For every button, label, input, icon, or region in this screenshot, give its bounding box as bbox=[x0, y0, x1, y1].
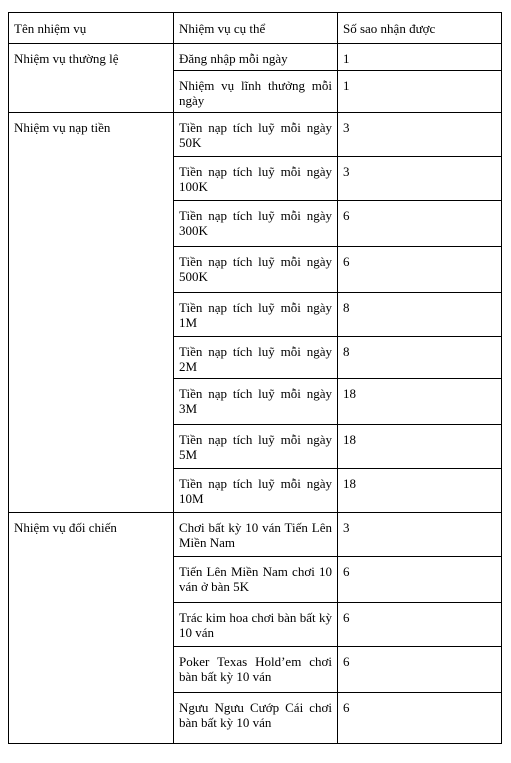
stars-received: 6 bbox=[338, 693, 502, 744]
header-stars: Số sao nhận được bbox=[338, 13, 502, 44]
stars-received: 3 bbox=[338, 113, 502, 157]
specific-task: Tiền nạp tích luỹ mỗi ngày 3M bbox=[174, 379, 338, 425]
stars-received: 6 bbox=[338, 603, 502, 647]
mission-group-name: Nhiệm vụ thường lệ bbox=[9, 44, 174, 113]
mission-group-name: Nhiệm vụ nạp tiền bbox=[9, 113, 174, 513]
header-mission-name: Tên nhiệm vụ bbox=[9, 13, 174, 44]
stars-received: 6 bbox=[338, 557, 502, 603]
specific-task: Trác kim hoa chơi bàn bất kỳ 10 ván bbox=[174, 603, 338, 647]
stars-received: 18 bbox=[338, 469, 502, 513]
specific-task: Tiền nạp tích luỹ mỗi ngày 5M bbox=[174, 425, 338, 469]
stars-received: 1 bbox=[338, 71, 502, 113]
stars-received: 1 bbox=[338, 44, 502, 71]
specific-task: Poker Texas Hold’em chơi bàn bất kỳ 10 ván bbox=[174, 647, 338, 693]
table-row bbox=[9, 513, 502, 557]
specific-task: Tiền nạp tích luỹ mỗi ngày 2M bbox=[174, 337, 338, 379]
specific-task: Tiền nạp tích luỹ mỗi ngày 10M bbox=[174, 469, 338, 513]
specific-task: Tiền nạp tích luỹ mỗi ngày 1M bbox=[174, 293, 338, 337]
specific-task: Ngưu Ngưu Cướp Cái chơi bàn bất kỳ 10 ván bbox=[174, 693, 338, 744]
specific-task: Chơi bất kỳ 10 ván Tiến Lên Miền Nam bbox=[174, 513, 338, 557]
specific-task: Tiền nạp tích luỹ mỗi ngày 500K bbox=[174, 247, 338, 293]
stars-received: 8 bbox=[338, 293, 502, 337]
table-row bbox=[9, 44, 502, 71]
specific-task: Tiền nạp tích luỹ mỗi ngày 300K bbox=[174, 201, 338, 247]
specific-task: Tiền nạp tích luỹ mỗi ngày 100K bbox=[174, 157, 338, 201]
stars-received: 18 bbox=[338, 379, 502, 425]
specific-task: Đăng nhập mỗi ngày bbox=[174, 44, 338, 71]
specific-task: Nhiệm vụ lĩnh thưởng mỗi ngày bbox=[174, 71, 338, 113]
header-specific-task: Nhiệm vụ cụ thể bbox=[174, 13, 338, 44]
stars-received: 6 bbox=[338, 647, 502, 693]
stars-received: 3 bbox=[338, 157, 502, 201]
stars-received: 6 bbox=[338, 247, 502, 293]
missions-table bbox=[8, 12, 502, 744]
stars-received: 18 bbox=[338, 425, 502, 469]
stars-received: 3 bbox=[338, 513, 502, 557]
specific-task: Tiền nạp tích luỹ mỗi ngày 50K bbox=[174, 113, 338, 157]
stars-received: 6 bbox=[338, 201, 502, 247]
mission-group-name: Nhiệm vụ đối chiến bbox=[9, 513, 174, 744]
specific-task: Tiến Lên Miền Nam chơi 10 ván ở bàn 5K bbox=[174, 557, 338, 603]
stars-received: 8 bbox=[338, 337, 502, 379]
table-body bbox=[9, 44, 502, 744]
table-row bbox=[9, 113, 502, 157]
header-row bbox=[9, 13, 502, 44]
